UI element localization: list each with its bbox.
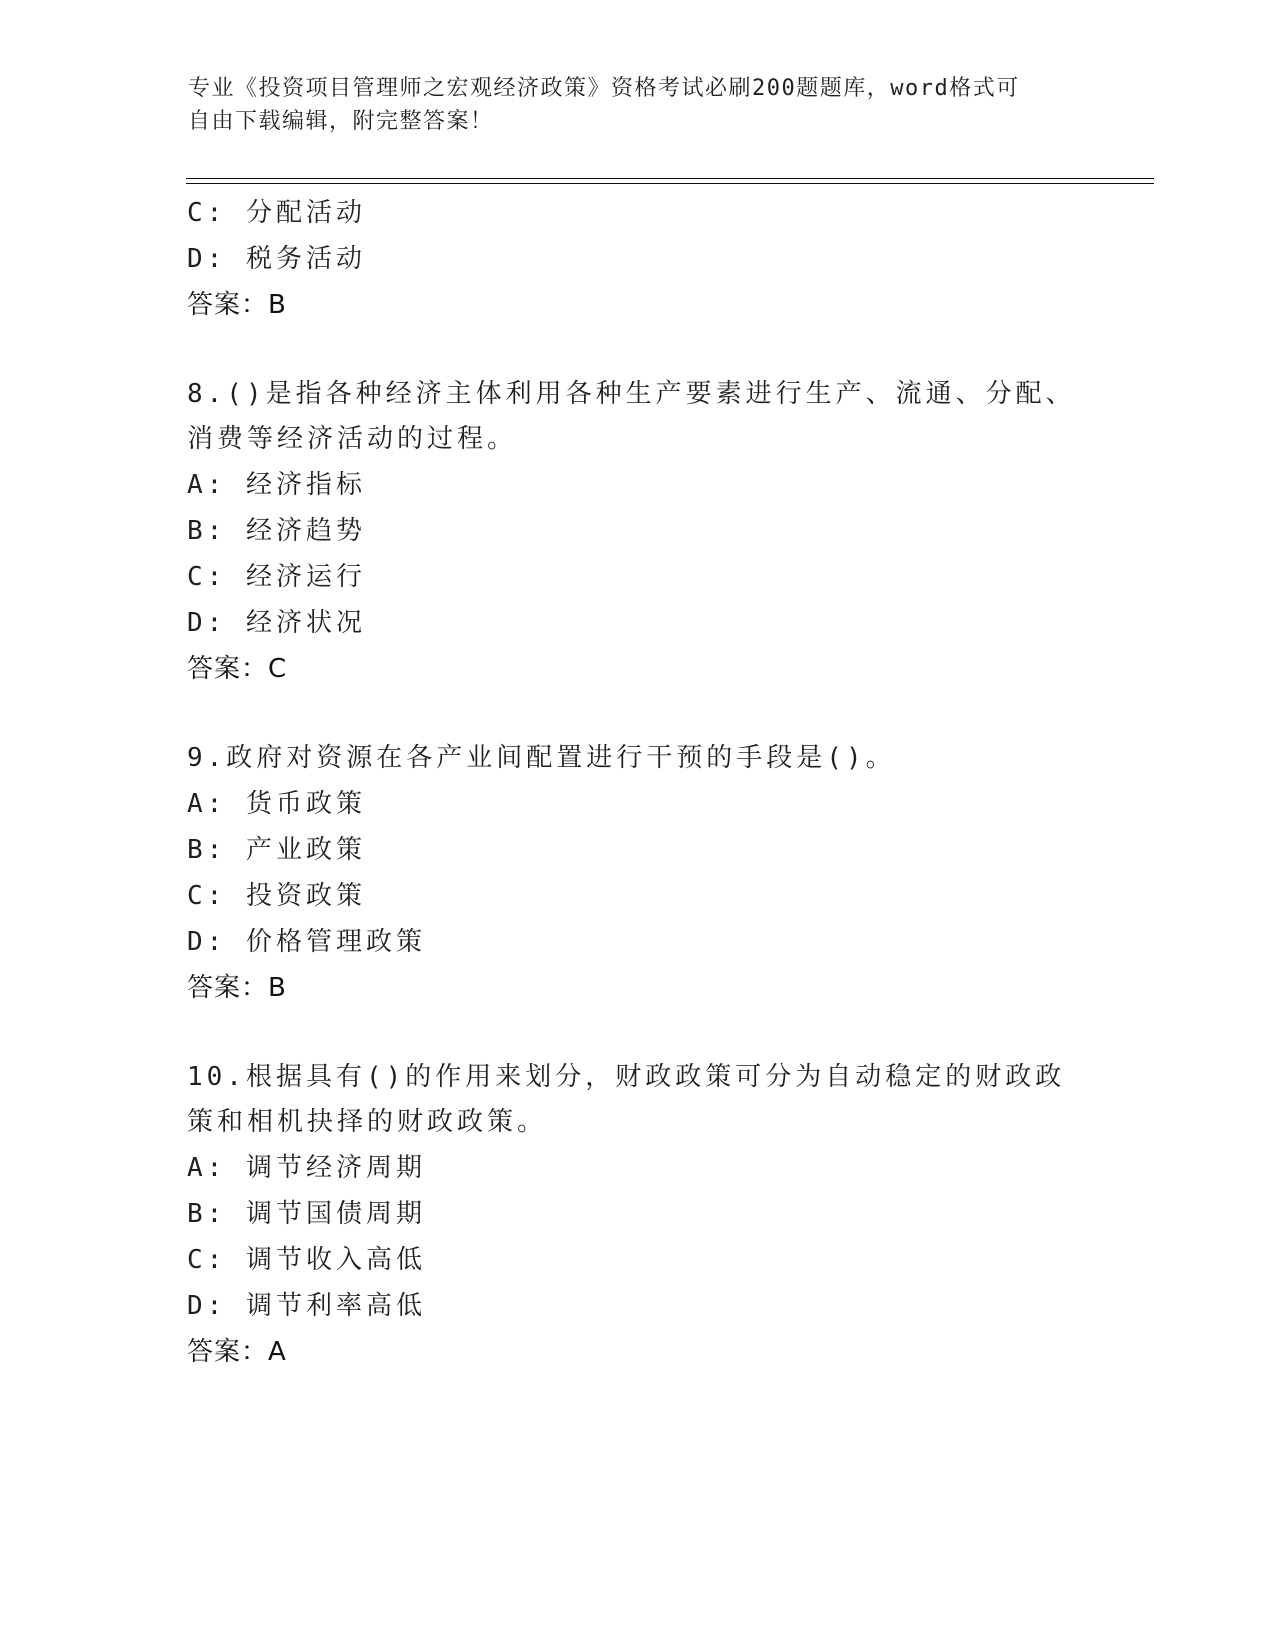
question-list [187, 190, 1087, 1375]
question-9 [187, 736, 1087, 1011]
header-line-2: 自由下载编辑，附完整答案！ [188, 109, 494, 134]
answer: 答案：B [187, 973, 287, 1003]
spacer [187, 692, 1087, 736]
option-c: C: 调节收入高低 [187, 1245, 426, 1275]
question-8 [187, 372, 1087, 692]
header-rule-bottom [186, 183, 1154, 184]
spacer [187, 328, 1087, 372]
option-d: D: 税务活动 [187, 244, 366, 274]
question-text: 10.根据具有()的作用来划分，财政政策可分为自动稳定的财政政策和相机抉择的财政政策。 [187, 1062, 1066, 1137]
question-10 [187, 1055, 1087, 1375]
option-b: B: 产业政策 [187, 835, 366, 865]
option-d: D: 经济状况 [187, 608, 366, 638]
question-text: 9.政府对资源在各产业间配置进行干预的手段是()。 [187, 743, 896, 773]
option-c: C: 投资政策 [187, 881, 366, 911]
option-c: C: 经济运行 [187, 562, 366, 592]
option-d: D: 价格管理政策 [187, 927, 426, 957]
option-a: A: 经济指标 [187, 470, 366, 500]
option-b: B: 经济趋势 [187, 516, 366, 546]
document-header [188, 72, 1068, 138]
option-d: D: 调节利率高低 [187, 1291, 426, 1321]
question-text: 8.()是指各种经济主体利用各种生产要素进行生产、流通、分配、消费等经济活动的过程。 [187, 379, 1076, 454]
spacer [187, 1011, 1087, 1055]
option-a: A: 货币政策 [187, 789, 366, 819]
option-a: A: 调节经济周期 [187, 1153, 426, 1183]
header-line-1: 专业《投资项目管理师之宏观经济政策》资格考试必刷200题题库，word格式可 [188, 76, 1020, 101]
header-rule-top [186, 178, 1154, 179]
option-c: C: 分配活动 [187, 198, 366, 228]
answer: 答案：A [187, 1337, 287, 1367]
question-7-tail [187, 190, 1087, 328]
option-b: B: 调节国债周期 [187, 1199, 426, 1229]
answer: 答案：B [187, 290, 287, 320]
answer: 答案：C [187, 654, 288, 684]
